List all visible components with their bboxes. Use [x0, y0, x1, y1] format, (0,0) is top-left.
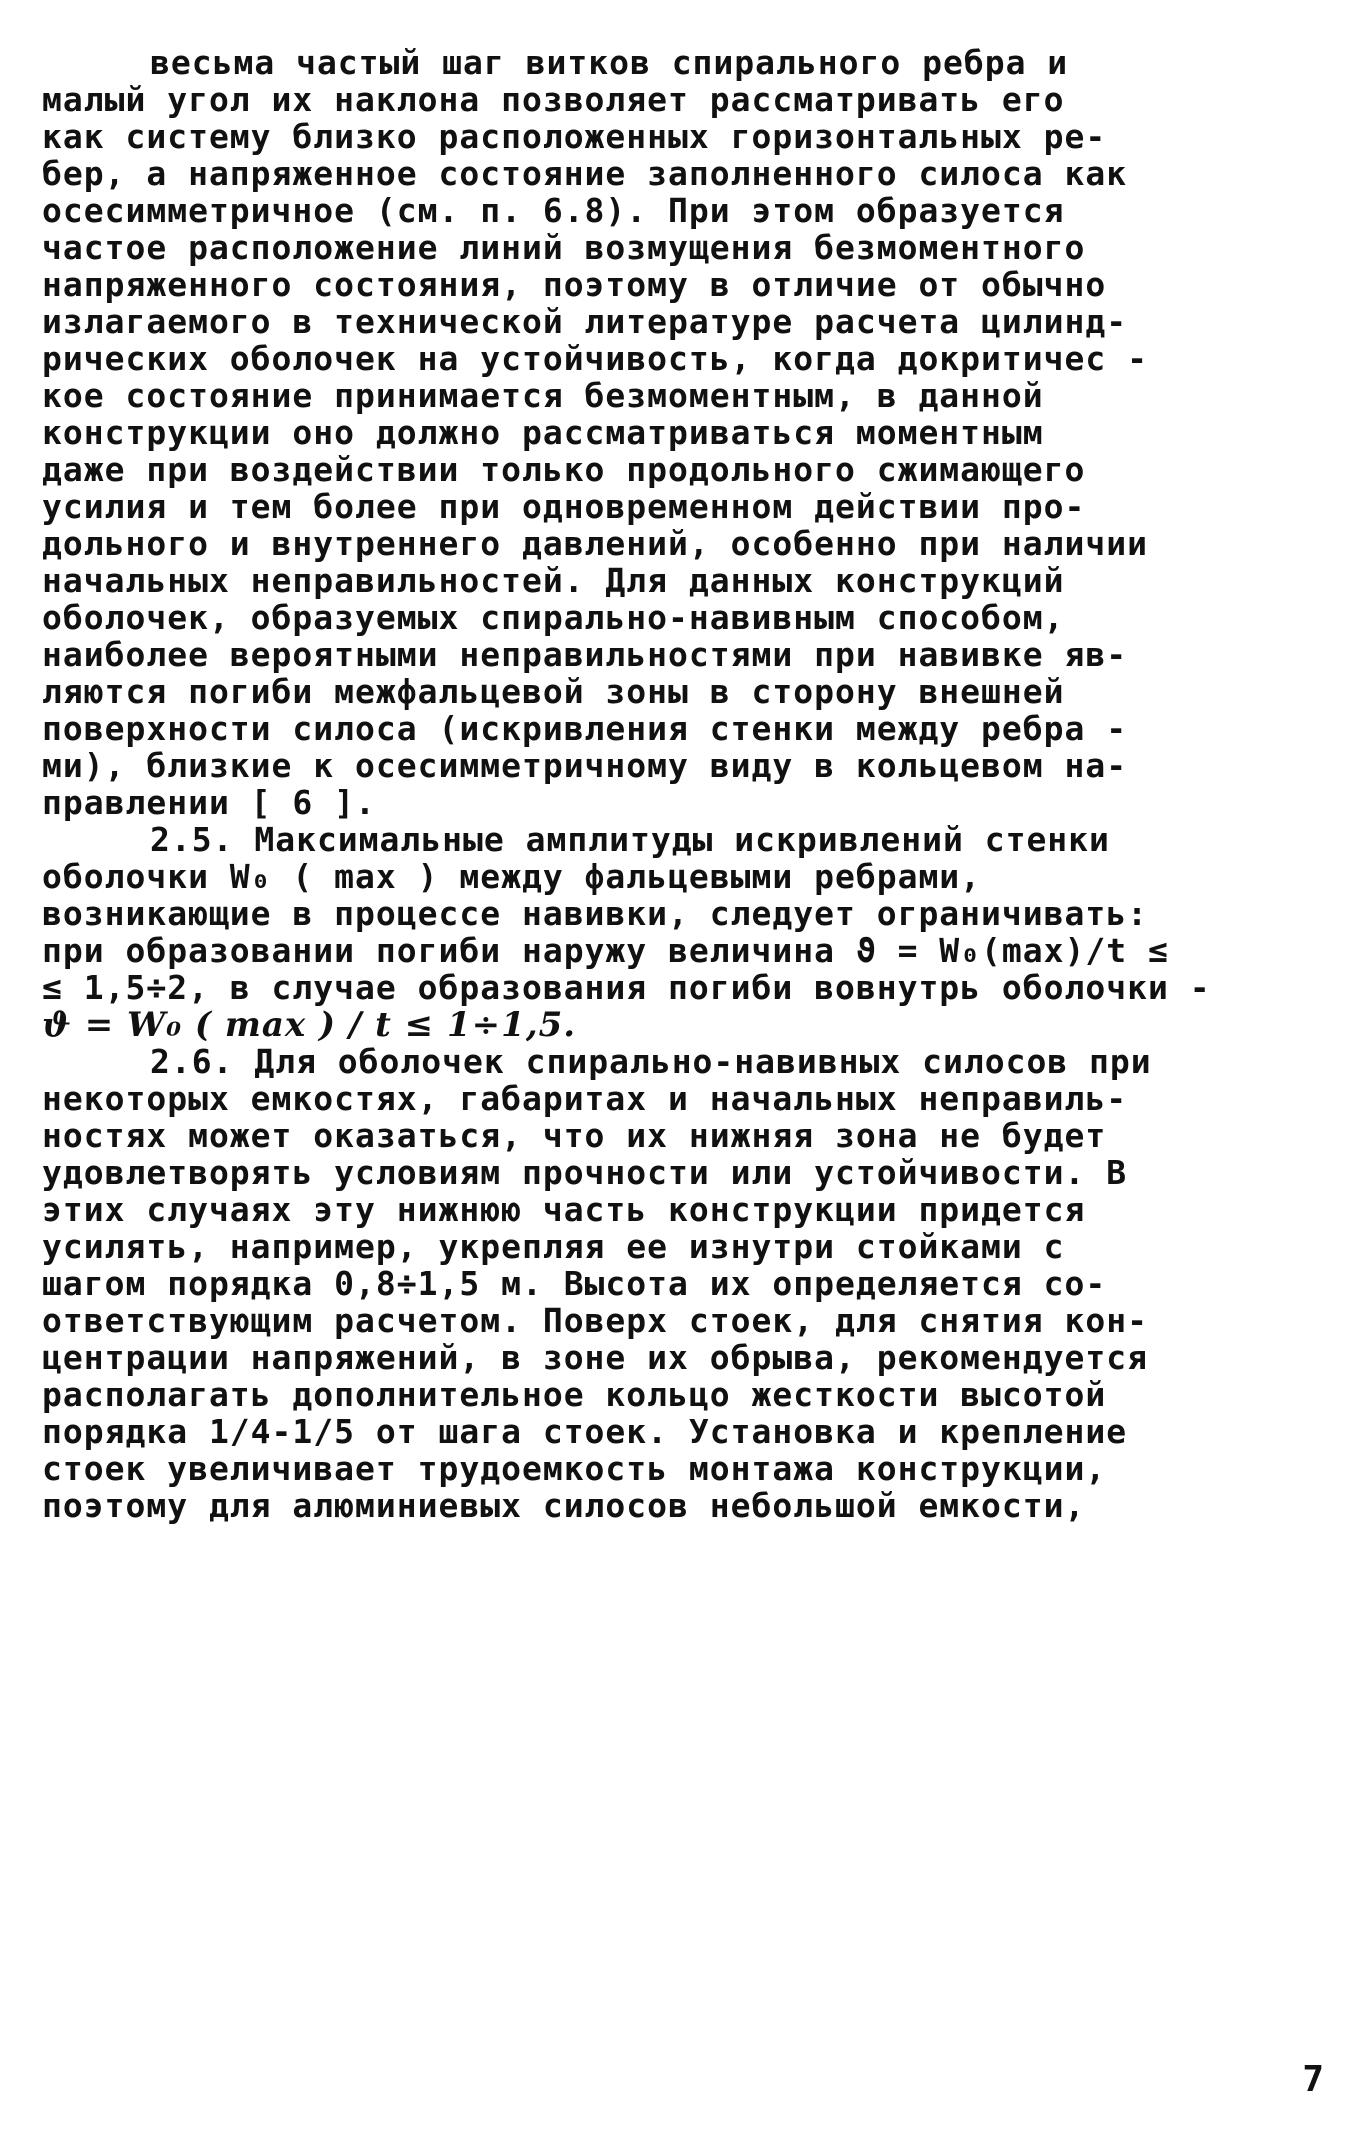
text-line: оболочек, образуемых спирально-навивным способом, — [42, 598, 1065, 637]
text-line: как систему близко расположенных горизонтальных ре- — [42, 117, 1107, 156]
text-line: напряженного состояния, поэтому в отличие от обычно — [42, 265, 1107, 304]
text-line: правлении [ 6 ]. — [42, 783, 376, 822]
text-line: ми), близкие к осесимметричному виду в кольцевом на- — [42, 746, 1128, 785]
text-line: излагаемого в технической литературе расчета цилинд- — [42, 302, 1128, 341]
text-line: ≤ 1,5÷2, в случае образования погиби вовнутрь оболочки - — [42, 968, 1211, 1007]
text-line: конструкции оно должно рассматриваться моментным — [42, 413, 1044, 452]
text-line: 2.6. Для оболочек спирально-навивных силосов при — [150, 1042, 1152, 1081]
text-line: центрации напряжений, в зоне их обрыва, рекомендуется — [42, 1338, 1148, 1377]
text-line: поверхности силоса (искривления стенки между ребра - — [42, 709, 1128, 748]
text-line: малый угол их наклона позволяет рассматривать его — [42, 80, 1065, 119]
text-line: некоторых емкостях, габаритах и начальных неправиль- — [42, 1079, 1128, 1118]
text-line: рических оболочек на устойчивость, когда докритичес - — [42, 339, 1148, 378]
text-line: бер, а напряженное состояние заполненного силоса как — [42, 154, 1128, 193]
text-line: начальных неправильностей. Для данных конструкций — [42, 561, 1065, 600]
text-line: поэтому для алюминиевых силосов небольшой емкости, — [42, 1486, 1086, 1525]
text-line: этих случаях эту нижнюю часть конструкции придется — [42, 1190, 1086, 1229]
text-line: частое расположение линий возмущения безмоментного — [42, 228, 1086, 267]
text-line: ответствующим расчетом. Поверх стоек, для снятия кон- — [42, 1301, 1148, 1340]
page-number: 7 — [1302, 2059, 1324, 2100]
text-line: даже при воздействии только продольного сжимающего — [42, 450, 1086, 489]
text-line: наиболее вероятными неправильностями при навивке яв- — [42, 635, 1128, 674]
formula-line: ϑ = W₀ ( max ) / t ≤ 1÷1,5. — [42, 1005, 577, 1045]
text-line: шагом порядка 0,8÷1,5 м. Высота их определяется со- — [42, 1264, 1107, 1303]
text-line: ностях может оказаться, что их нижняя зона не будет — [42, 1116, 1107, 1155]
text-line: усилять, например, укрепляя ее изнутри стойками с — [42, 1227, 1065, 1266]
text-line: возникающие в процессе навивки, следует ограничивать: — [42, 894, 1148, 933]
text-line: ляются погиби межфальцевой зоны в сторону внешней — [42, 672, 1065, 711]
text-line: располагать дополнительное кольцо жесткости высотой — [42, 1375, 1107, 1414]
text-line: осесимметричное (см. п. 6.8). При этом образуется — [42, 191, 1065, 230]
text-line: оболочки W₀ ( max ) между фальцевыми ребрами, — [42, 857, 982, 896]
text-line: дольного и внутреннего давлений, особенно при наличии — [42, 524, 1148, 563]
text-line: кое состояние принимается безмоментным, в данной — [42, 376, 1044, 415]
text-line: весьма частый шаг витков спирального ребра и — [150, 43, 1069, 82]
text-line: стоек увеличивает трудоемкость монтажа конструкции, — [42, 1449, 1107, 1488]
text-line: 2.5. Максимальные амплитуды искривлений стенки — [150, 820, 1110, 859]
text-line: усилия и тем более при одновременном действии про- — [42, 487, 1086, 526]
text-line: порядка 1/4-1/5 от шага стоек. Установка и крепление — [42, 1412, 1128, 1451]
text-line: удовлетворять условиям прочности или устойчивости. В — [42, 1153, 1128, 1192]
text-line: при образовании погиби наружу величина ϑ = W₀(max)/t ≤ — [42, 931, 1169, 970]
